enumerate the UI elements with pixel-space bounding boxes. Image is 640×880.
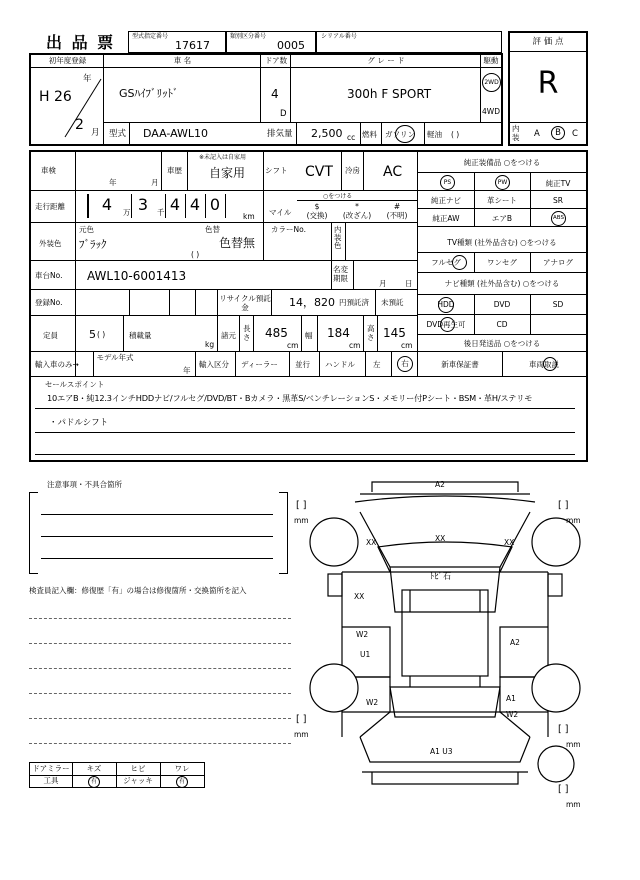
transmission: CVT xyxy=(305,164,333,180)
nav-hdd: HDD xyxy=(437,300,455,309)
tread-mm-fr: mm xyxy=(566,516,581,525)
tv-fullseg: フルセグ xyxy=(431,258,461,267)
tools-label: 工具 xyxy=(43,776,59,785)
nav-dvd: DVD xyxy=(493,300,511,309)
orig-color-label: 元色 xyxy=(79,225,94,234)
repaint-status: 色替無 xyxy=(219,236,256,250)
serial-label: シリアル番号 xyxy=(321,33,357,40)
interior-grade-label: 内装 xyxy=(512,124,520,142)
tools-header-mirror: ドアミラー xyxy=(32,764,70,773)
tread-bracket-fl: [ ] xyxy=(296,500,307,511)
import-dealer: ディーラー xyxy=(241,360,278,369)
width-cm-unit: cm xyxy=(349,341,361,350)
mileage-digit: 3 xyxy=(137,195,149,214)
diag-u1: U1 xyxy=(360,650,371,659)
import-type-label: 輸入区分 xyxy=(199,360,229,369)
rename-month-unit: 月 xyxy=(379,279,387,288)
mileage-label: 走行距離 xyxy=(35,202,65,211)
model-type: DAA-AWL10 xyxy=(143,127,209,140)
model-year-unit: 年 xyxy=(183,366,191,375)
length: 485 xyxy=(265,326,288,340)
equip-abs-circled: ABS xyxy=(551,211,566,226)
drive-label: 駆動 xyxy=(483,56,499,65)
exchange-label: (交換) xyxy=(306,211,328,220)
car-diagram xyxy=(290,472,590,812)
rename-day-unit: 日 xyxy=(405,279,413,288)
car-diagram-lines xyxy=(290,472,590,812)
nav-type-title: ナビ種類 (社外品含む) ○をつける xyxy=(444,279,560,288)
caution-label: 注意事項・不具合箇所 xyxy=(47,480,122,489)
tread-bracket-rl: [ ] xyxy=(296,714,307,725)
spec-table xyxy=(29,150,588,462)
tv-type-title: TV種類 (社外品含む) ○をつける xyxy=(447,238,557,247)
steering-label: ハンドル xyxy=(325,360,355,369)
sheet-title: 出 品 票 xyxy=(46,33,116,52)
equip-aw: 純正AW xyxy=(432,214,460,223)
model-year-label: モデル年式 xyxy=(96,353,134,362)
nav-dvd-playback: DVD再生可 xyxy=(426,320,466,329)
tread-mm-rr: mm xyxy=(566,740,581,749)
repaint-paren: ( ) xyxy=(191,250,200,259)
tv-analog: アナログ xyxy=(543,258,573,267)
tv-fullseg-circle xyxy=(452,255,467,270)
first-reg-label: 初年度登録 xyxy=(48,56,87,65)
tread-mm-fl: mm xyxy=(294,516,309,525)
unknown-label: (不明) xyxy=(386,211,408,220)
diag-xx-front-door: XX xyxy=(354,592,365,601)
mileage-digit: 4 xyxy=(169,195,181,214)
equip-sunroof: SR xyxy=(553,196,563,205)
doors-label: ドア数 xyxy=(264,56,288,65)
mileage-digit: 4 xyxy=(101,195,113,214)
tread-bracket-fr: [ ] xyxy=(558,500,569,511)
height: 145 xyxy=(383,326,406,340)
diag-w2-rear-left: W2 xyxy=(366,698,379,707)
import-parallel: 並行 xyxy=(295,360,310,369)
mileage-mark-note: ○をつける xyxy=(323,193,353,200)
mileage-mile: マイル xyxy=(269,208,292,217)
ac-label: 冷房 xyxy=(345,166,360,175)
later-manual-circle xyxy=(543,357,557,371)
recycle-label: リサイクル預託金 xyxy=(219,294,271,312)
inspector-note-label: 検査員記入欄：修復歴「有」の場合は修復箇所・交換箇所を記入 xyxy=(29,586,247,595)
height-cm-unit: cm xyxy=(401,341,413,350)
displacement-unit: cc xyxy=(347,133,356,142)
shift-label: シフト xyxy=(265,166,288,175)
tools-header-crack: ヒビ xyxy=(130,764,146,773)
dims-label: 諸元 xyxy=(221,331,236,340)
diag-a2-front-bumper: A2 xyxy=(435,480,445,489)
mileage-digit: 4 xyxy=(189,195,201,214)
equip-navi: 純正ナビ xyxy=(431,196,461,205)
first-reg-era: H 26 xyxy=(39,89,72,105)
sales-point-line1: 10エアB・純12.3インチHDDナビ/フルセグ/DVD/BT・Bカメラ・黒革S/ベンチレーションS・メモリー付Pシート・BSM・革H/ステリモ xyxy=(47,393,533,403)
load-kg-unit: kg xyxy=(205,340,215,349)
diag-a2-right: A2 xyxy=(510,638,520,647)
displacement-label: 排気量 xyxy=(267,129,293,139)
later-ship-title: 後日発送品 ○をつける xyxy=(463,339,541,348)
tools-present-circled: 有 xyxy=(88,776,100,788)
mileage-man-unit: 万 xyxy=(123,208,131,217)
load-label: 積載量 xyxy=(129,331,152,340)
vehicle-info-table xyxy=(29,53,503,146)
model-cert-label: 型式指定番号 xyxy=(132,33,169,40)
tools-table xyxy=(29,762,205,788)
category-number: 0005 xyxy=(277,39,305,52)
diag-w2-rear-right: W2 xyxy=(506,710,519,719)
caution-area xyxy=(29,480,287,575)
rename-deadline-label: 名変期限 xyxy=(333,265,348,283)
fuel-gasoline-circle xyxy=(395,125,415,143)
category-box xyxy=(226,31,316,53)
model-cert-number: 17617 xyxy=(175,39,210,52)
length-cm-unit: cm xyxy=(287,341,299,350)
diag-a1-u3-rear-bumper: A1 U3 xyxy=(430,747,453,756)
score-label: 評 価 点 xyxy=(510,33,586,52)
usage-history: 自家用 xyxy=(209,166,246,180)
serial-box xyxy=(316,31,502,53)
diag-stone-chip: ﾄﾋﾞ石 xyxy=(430,572,452,582)
chassis-number: AWL10-6001413 xyxy=(87,269,187,283)
repaint-label: 色替 xyxy=(205,225,220,234)
interior-grade-a: A xyxy=(534,129,540,139)
inspection-year-unit: 年 xyxy=(109,178,117,187)
mileage-digits xyxy=(87,194,257,220)
interior-color-label: 内装色 xyxy=(334,225,342,250)
diag-w2-left: W2 xyxy=(356,630,369,639)
first-reg-month-unit: 月 xyxy=(91,128,100,138)
inspection-month-unit: 月 xyxy=(151,178,159,187)
title xyxy=(46,33,118,52)
steering-left: 左 xyxy=(373,360,381,369)
score-box xyxy=(508,31,588,146)
width: 184 xyxy=(327,326,350,340)
tools-header-break: ワレ xyxy=(174,764,190,773)
equipment-title: 純正装備品 ○をつける xyxy=(463,158,541,167)
jack-present-circled: 有 xyxy=(176,776,188,788)
model-cert-box xyxy=(128,31,226,53)
mileage-km-unit: km xyxy=(243,212,255,221)
later-manual: 車両取説 xyxy=(529,360,559,369)
nav-hdd-circle xyxy=(438,297,454,313)
jack-label: ジャッキ xyxy=(123,776,153,785)
capacity-paren: ( ) xyxy=(97,330,106,339)
door-type: D xyxy=(280,109,287,119)
drive-2wd-circled: 2WD xyxy=(482,73,501,92)
exterior-color-label: 外装色 xyxy=(39,239,62,248)
tamper-symbol: * xyxy=(355,202,359,211)
capacity-label: 定員 xyxy=(43,331,58,340)
tread-mm-spare: mm xyxy=(566,800,581,809)
equip-ps-circled: PS xyxy=(440,175,455,190)
width-label: 幅 xyxy=(305,331,313,340)
mileage-digit: 0 xyxy=(209,195,221,214)
history-note: ※未記入は自家用 xyxy=(199,154,247,161)
steering-right-circled: 右 xyxy=(397,356,413,372)
recycle-amount: 14，820 xyxy=(289,296,335,309)
category-label: 類別区分番号 xyxy=(230,33,267,40)
fuel-gasoline: ガソリン xyxy=(385,130,415,139)
diag-xx-front-left: XX xyxy=(366,538,377,547)
tread-bracket-rr: [ ] xyxy=(558,724,569,735)
equip-tv: 純正TV xyxy=(545,179,571,188)
chassis-label: 車台No. xyxy=(35,271,63,280)
diag-a1-rear-right: A1 xyxy=(506,694,516,703)
equip-airbag: エアB xyxy=(491,214,513,223)
nav-sd: SD xyxy=(552,300,564,309)
diag-xx-front-right: XX xyxy=(504,538,515,547)
orig-color: ﾌﾞﾗｯｸ xyxy=(79,238,107,251)
grade-label: グ レ ー ド xyxy=(367,56,405,65)
tamper-label: (改ざん) xyxy=(342,211,372,220)
nav-cd: CD xyxy=(496,320,508,329)
grade: 300h F SPORT xyxy=(347,87,432,101)
nav-dvd-playback-circle xyxy=(440,317,455,332)
tv-oneseg: ワンセグ xyxy=(487,258,517,267)
tools-header-scratch: キズ xyxy=(86,764,102,773)
door-count: 4 xyxy=(271,87,279,101)
length-label: 長さ xyxy=(243,324,251,342)
drive-4wd: 4WD xyxy=(482,107,500,116)
unknown-symbol: # xyxy=(393,202,401,211)
exchange-symbol: $ xyxy=(314,202,320,211)
import-only-label: 輸入車のみ→ xyxy=(35,360,79,369)
later-warranty: 新車保証書 xyxy=(441,360,479,369)
inspection-label: 車検 xyxy=(41,166,56,175)
capacity: 5 xyxy=(89,328,96,341)
air-conditioning: AC xyxy=(383,164,403,180)
model-type-label: 型式 xyxy=(109,129,127,139)
equip-pw-circled: PW xyxy=(495,175,510,190)
equipment-panel xyxy=(418,152,586,376)
sales-point-line2: ・パドルシフト xyxy=(49,418,109,428)
sales-point-label: セールスポイント xyxy=(45,380,105,389)
tread-bracket-spare: [ ] xyxy=(558,784,569,795)
registration-label: 登録No. xyxy=(35,298,63,307)
recycle-unpaid: 未預託 xyxy=(381,298,404,307)
first-reg-month: 2 xyxy=(75,117,84,133)
interior-grade-b-circled: B xyxy=(551,126,565,140)
score-value: R xyxy=(537,66,559,101)
car-name-label: 車 名 xyxy=(173,56,192,65)
tread-mm-rl: mm xyxy=(294,730,309,739)
mileage-sen-unit: 千 xyxy=(157,208,165,217)
recycle-paid: 円預託済 xyxy=(339,298,369,307)
first-reg-year-unit: 年 xyxy=(83,74,92,84)
fuel-diesel: 軽油 xyxy=(427,130,442,139)
height-label: 高さ xyxy=(367,324,375,342)
fuel-other: ( ) xyxy=(451,130,460,139)
equip-leather: 革シート xyxy=(487,196,517,205)
diag-xx-hood: XX xyxy=(435,534,446,543)
color-no-label: カラーNo. xyxy=(271,225,306,234)
interior-grade-c: C xyxy=(572,129,578,139)
fuel-label: 燃料 xyxy=(362,130,377,139)
history-label: 車歴 xyxy=(167,166,182,175)
car-name: GSﾊｲﾌﾞﾘｯﾄﾞ xyxy=(119,87,179,100)
displacement: 2,500 xyxy=(311,127,343,140)
